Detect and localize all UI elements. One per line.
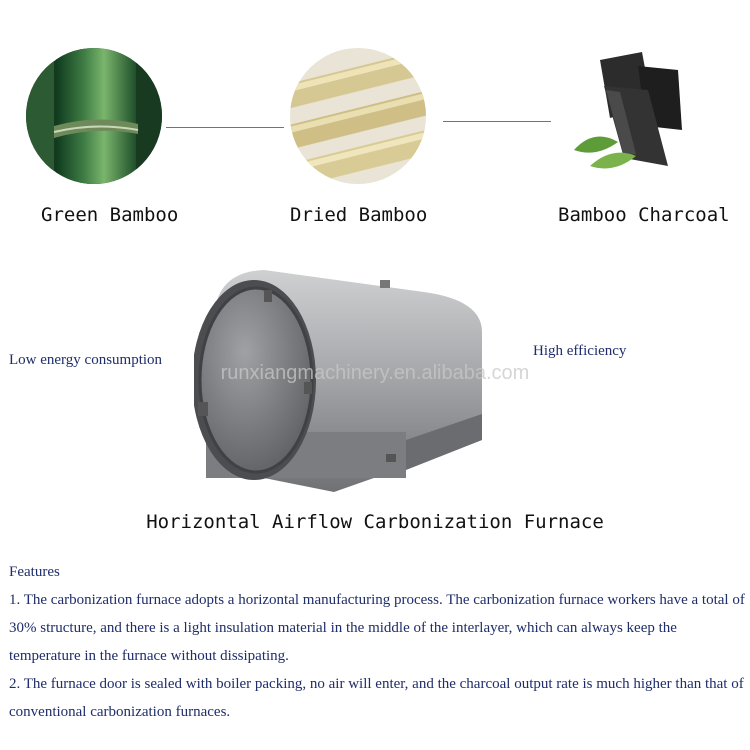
bamboo-charcoal-image	[560, 46, 696, 182]
feature-item: 1. The carbonization furnace adopts a horizontal manufacturing process. The carbonization furnace workers have a total of 30% structure, and there is a light insulation material in the middle of the interlayer, which can always keep the temperature in the furnace without dissipating.	[9, 592, 745, 664]
low-energy-label: Low energy consumption	[9, 352, 163, 368]
dried-bamboo-image	[290, 48, 426, 184]
features-section	[9, 558, 745, 726]
green-bamboo-image	[26, 48, 162, 184]
connector-line	[166, 127, 284, 128]
watermark: runxiangmachinery.en.alibaba.com	[220, 362, 530, 384]
furnace-title: Horizontal Airflow Carbonization Furnace	[146, 511, 604, 533]
step-label-green-bamboo: Green Bamboo	[41, 204, 179, 226]
step-label-bamboo-charcoal: Bamboo Charcoal	[558, 204, 730, 226]
feature-item: 2. The furnace door is sealed with boiler packing, no air will enter, and the charcoal output rate is much higher than that of conventional carbonization furnaces.	[9, 676, 744, 720]
step-label-dried-bamboo: Dried Bamboo	[290, 204, 428, 226]
high-efficiency-label: High efficiency	[533, 343, 627, 359]
features-heading: Features	[9, 564, 60, 580]
connector-line	[443, 121, 551, 122]
